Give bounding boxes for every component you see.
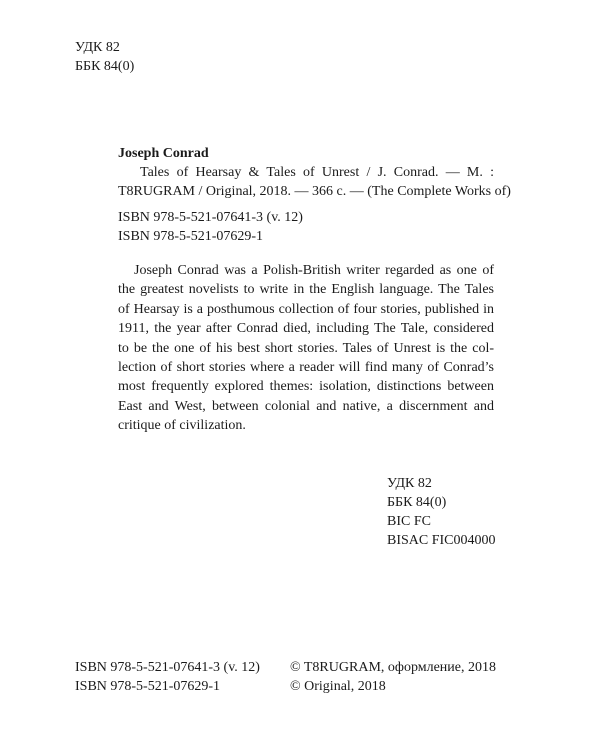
bbk-code: ББК 84(0) <box>387 495 447 510</box>
footer-isbn-block <box>75 658 260 696</box>
annotation-line: East and West, between colonial and native, a discernment and <box>118 398 494 414</box>
classification-codes <box>387 474 496 550</box>
annotation-line: 1911, the year after Conrad died, including The Tale, considered <box>118 321 494 337</box>
author-name: Joseph Conrad <box>118 146 209 161</box>
annotation-line: lection of short stories where a reader will find many of Conrad’s <box>118 360 494 376</box>
annotation-line: to be the one of his best short stories. Tales of Unrest is the col- <box>118 340 494 356</box>
annotation-line: of Hearsay is a posthumous collection of four stories, published in <box>118 301 494 317</box>
isbn-volume: ISBN 978-5-521-07641-3 (v. 12) <box>118 210 303 225</box>
annotation-paragraph <box>118 261 494 436</box>
udk-code: УДК 82 <box>387 476 432 491</box>
bibliographic-line-2: T8RUGRAM / Original, 2018. — 366 c. — (The Complete Works of) <box>118 184 511 199</box>
copyright-original: © Original, 2018 <box>290 679 386 694</box>
isbn-block <box>118 208 303 246</box>
copyright-design: © T8RUGRAM, оформление, 2018 <box>290 660 497 675</box>
bbk-code: ББК 84(0) <box>75 59 135 74</box>
udk-code: УДК 82 <box>75 40 120 55</box>
annotation-line: Joseph Conrad was a Polish-British writer regarded as one of <box>134 263 494 278</box>
bic-code: BIC FC <box>387 514 431 529</box>
copyright-block <box>290 658 496 696</box>
footer-isbn-volume: ISBN 978-5-521-07641-3 (v. 12) <box>75 660 260 675</box>
bisac-code: BISAC FIC004000 <box>387 533 496 548</box>
annotation-line: the greatest novelists to write in the English language. The Tales <box>118 282 494 298</box>
isbn-series: ISBN 978-5-521-07629-1 <box>118 229 264 244</box>
bibliographic-line-1: Tales of Hearsay & Tales of Unrest / J. Conrad. — M. : <box>140 165 494 180</box>
bibliographic-record <box>118 163 511 201</box>
annotation-line: most frequently explored themes: isolation, distinctions between <box>118 379 494 395</box>
annotation-line: critique of civilization. <box>118 418 246 434</box>
top-classification-codes <box>75 38 134 76</box>
footer-isbn-series: ISBN 978-5-521-07629-1 <box>75 679 221 694</box>
